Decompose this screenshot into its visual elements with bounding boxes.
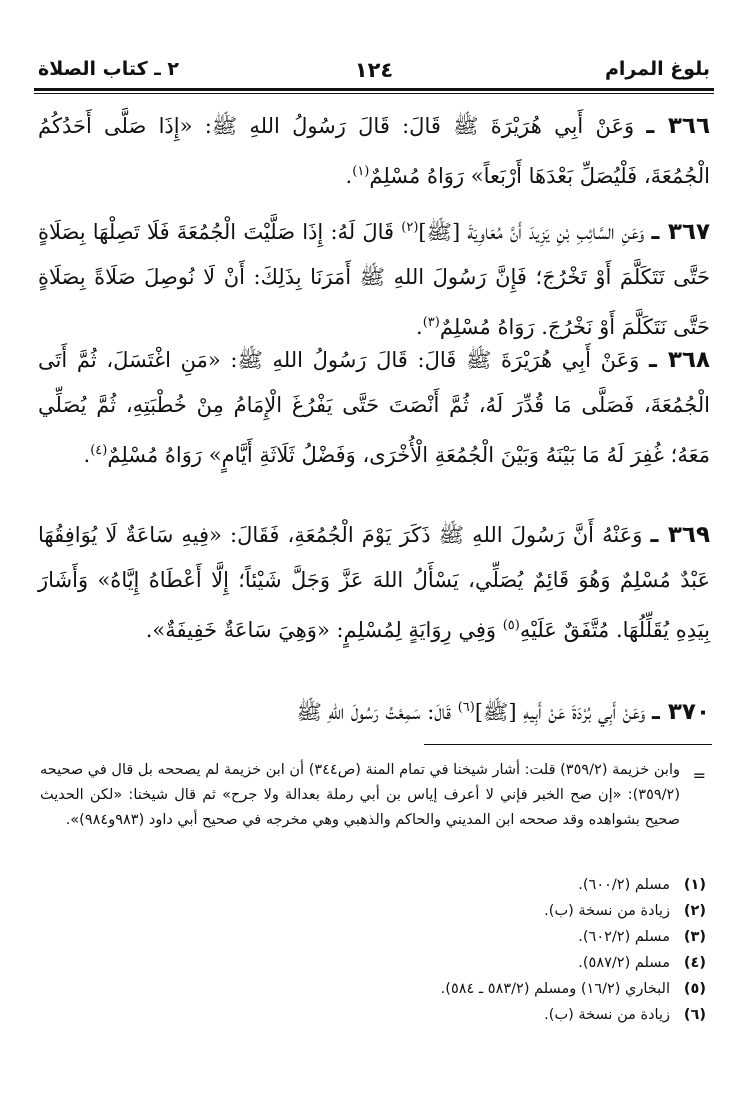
hadith-end: . <box>416 315 423 339</box>
footnote-number: (٢) <box>683 903 706 919</box>
footnote-item <box>46 872 706 898</box>
hadith-367 <box>38 205 710 350</box>
footnote-text: زيادة من نسخة (ب). <box>544 903 670 919</box>
hadith-368 <box>38 338 710 478</box>
footnote-item <box>46 898 706 924</box>
footnote-number: (٥) <box>683 981 706 997</box>
footnote-item <box>46 1002 706 1028</box>
footnote-item <box>46 924 706 950</box>
footnote-text: مسلم (٦٠٢/٢). <box>578 929 670 945</box>
continuation-marker: = <box>692 766 706 785</box>
footnote-list <box>46 872 706 1028</box>
hadith-text: وَعَنْهُ أَنَّ رَسُولَ اللهِ ﷺ ذَكَرَ يَوْمَ الْجُمُعَةِ، فَقَالَ: «فِيهِ سَاعَةٌ لَا يُوَافِقُهَا عَبْدٌ مُسْلِمٌ وَهُوَ قَائِمٌ يُصَلِّي، يَسْأَلُ اللهَ عَزَّ وَجَلَّ شَيْئاً؛ إِلَّا أَعْطَاهُ إِيَّاهُ» وَأَشَارَ بِيَدِهِ يُقَلِّلُهَا. مُتَّفَقٌ عَلَيْهِ <box>38 523 710 642</box>
footnote-ref: (٣) <box>422 315 440 330</box>
hadith-text-cont: قَالَ لَهُ: إِذَا صَلَّيْتَ الْجُمُعَةَ فَلَا تَصِلْهَا بِصَلَاةٍ حَتَّى تَتَكَلَّمَ أَوْ تَخْرُجَ؛ فَإِنَّ رَسُولَ اللهِ ﷺ أَمَرَنَا بِذَلِكَ: أَنْ لَا نُوصِلَ صَلَاةً بِصَلَاةٍ حَتَّى نَتَكَلَّمَ أَوْ نَخْرُجَ. رَوَاهُ مُسْلِمٌ <box>38 220 710 339</box>
page-number: ١٢٤ <box>354 58 394 82</box>
header-rule <box>34 88 714 91</box>
book-title: بلوغ المرام <box>604 58 710 80</box>
hadith-text-cont: وَفِي رِوَايَةٍ لِمُسْلِمٍ: «وَهِيَ سَاعَةٌ خَفِيفَةٌ». <box>145 618 503 642</box>
hadith-number: ٣٦٦ ـ <box>646 113 710 139</box>
footnote-item <box>46 976 706 1002</box>
footnote-separator <box>424 744 712 745</box>
footnote-number: (٦) <box>683 1007 706 1023</box>
hadith-text-cont: قَالَ: سَمِعْتُ رَسُولَ اللهِ ﷺ <box>296 700 458 724</box>
footnote-item <box>46 950 706 976</box>
hadith-end: . <box>83 443 91 467</box>
footnote-number: (٣) <box>683 929 706 945</box>
hadith-366 <box>38 104 710 199</box>
footnote-ref: (٦) <box>457 700 475 715</box>
footnote-ref: (٥) <box>502 618 520 633</box>
header-rule-thin <box>34 93 714 94</box>
hadith-end: . <box>345 164 353 188</box>
footnote-text: مسلم (٥٨٧/٢). <box>578 955 670 971</box>
footnote-ref: (٤) <box>90 443 108 458</box>
hadith-370 <box>38 685 710 735</box>
hadith-text: وَعَنْ أَبِي بُرْدَةَ عَنْ أَبِيهِ [ﷺ] <box>474 700 646 724</box>
footnote-ref: (١) <box>352 164 370 179</box>
hadith-number: ٣٦٧ ـ <box>651 219 710 245</box>
hadith-number: ٣٧٠ ـ <box>652 699 710 725</box>
footnote-continuation: وابن خزيمة (٣٥٩/٢) قلت: أشار شيخنا في تمام المنة (ص٣٤٤) أن ابن خزيمة لم يصححه بل قال في صحيحه (٣٥٩/٢): «إن صح الخبر فإني لا أعرف إياس بن أبي رملة بعدالة ولا جرح» ثم قال شيخنا: «لكن الحديث صحيح بشواهده وقد صححه ابن المديني والحاكم والذهبي وهي مخرجه في صحيح أبي داود (٩٨٣و٩٨٤)». <box>40 762 680 828</box>
footnote-text: البخاري (١٦/٢) ومسلم (٥٨٣/٢ ـ ٥٨٤). <box>440 981 670 997</box>
hadith-number: ٣٦٩ ـ <box>650 522 710 548</box>
footnote-ref: (٢) <box>401 220 419 235</box>
hadith-369 <box>38 513 710 653</box>
hadith-text: وَعَنِ السَّائِبِ بْنِ يَزِيدَ أَنَّ مُعَاوِيَةَ [ﷺ] <box>418 220 645 244</box>
hadith-number: ٣٦٨ ـ <box>649 347 710 373</box>
hadith-text: وَعَنْ أَبِي هُرَيْرَةَ ﷺ قَالَ: قَالَ رَسُولُ اللهِ ﷺ: «إِذَا صَلَّى أَحَدُكُمُ الْجُمُعَةَ، فَلْيُصَلِّ بَعْدَهَا أَرْبَعاً» رَوَاهُ مُسْلِمٌ <box>38 114 710 188</box>
footnote-number: (٤) <box>683 955 706 971</box>
hadith-text: وَعَنْ أَبِي هُرَيْرَةَ ﷺ قَالَ: قَالَ رَسُولُ اللهِ ﷺ: «مَنِ اغْتَسَلَ، ثُمَّ أَتَى الْجُمُعَةَ، فَصَلَّى مَا قُدِّرَ لَهُ، ثُمَّ أَنْصَتَ حَتَّى يَفْرُغَ الْإِمَامُ مِنْ خُطْبَتِهِ، ثُمَّ يُصَلِّي مَعَهُ؛ غُفِرَ لَهُ مَا بَيْنَهُ وَبَيْنَ الْجُمُعَةِ الْأُخْرَى، وَفَضْلُ ثَلَاثَةِ أَيَّامٍ» رَوَاهُ مُسْلِمٌ <box>38 348 710 467</box>
footnote-number: (١) <box>683 877 706 893</box>
chapter-title: ٢ ـ كتاب الصلاة <box>38 58 179 80</box>
footnote-text: مسلم (٦٠٠/٢). <box>578 877 670 893</box>
page-header <box>34 54 714 88</box>
footnote-text: زيادة من نسخة (ب). <box>544 1007 670 1023</box>
